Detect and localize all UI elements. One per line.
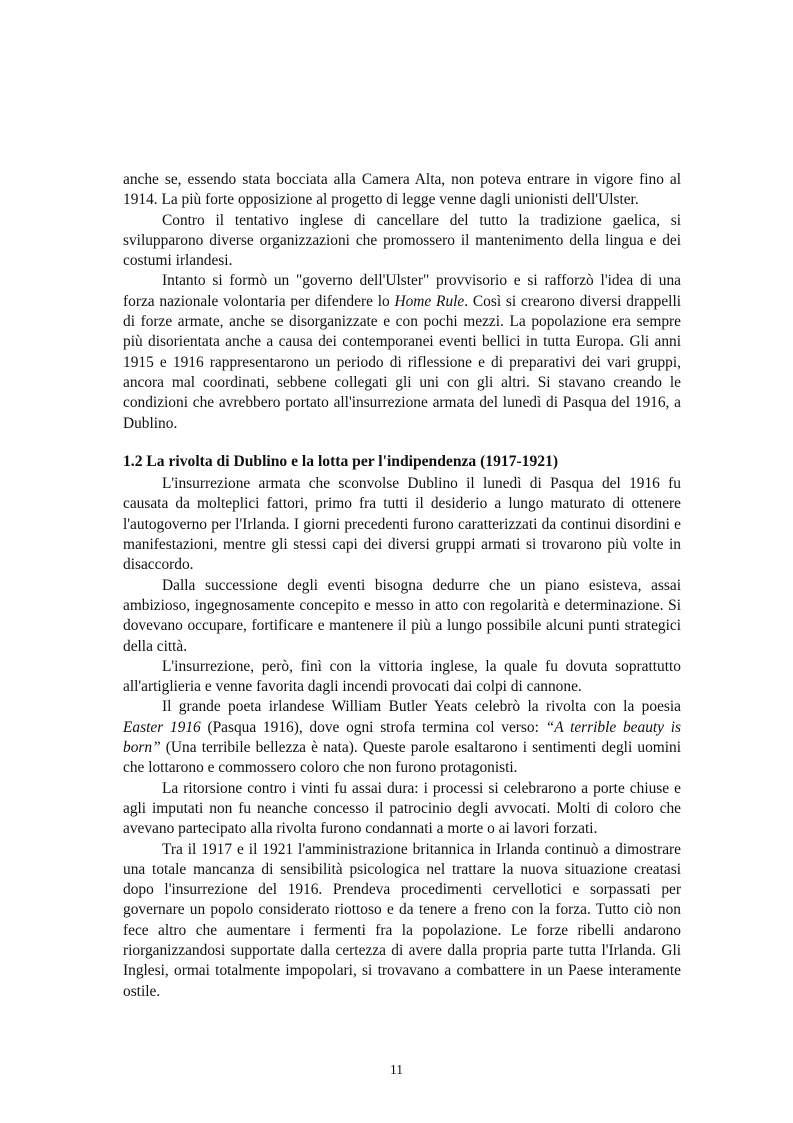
paragraph-british-administration: Tra il 1917 e il 1921 l'amministrazione britannica in Irlanda continuò a dimostrare una totale mancanza di sensibilità psicologica nel trattare la nuova situazione creatasi dopo l'insurrezione del 1916. Prendeva procedimenti cervellotici e sorpassati per governare un popolo considerato riottoso e da tenere a freno con la forza. Tutto ciò non fece altro che aumentare i fermenti fra la popolazione. Le forze ribelli andarono riorganizzandosi supportate dalla certezza di avere dalla propria parte tutta l'Irlanda. Gli Inglesi, ormai totalmente impopolari, si trovavano a combattere in un Paese interamente ostile. [123,840,681,1000]
italic-poem-verse: “A terrible beauty is born” [123,718,682,757]
paragraph-retaliation: La ritorsione contro i vinti fu assai dura: i processi si celebrarono a porte chiuse e agli imputati non fu neanche concesso il patrocinio degli avvocati. Molti di coloro che avevano partecipato alla rivolta furono condannati a morte o ai lavori forzati. [123,779,681,838]
section-heading: 1.2 La rivolta di Dublino e la lotta per l'indipendenza (1917-1921) [123,452,559,470]
paragraph-plan: Dalla successione degli eventi bisogna dedurre che un piano esisteva, assai ambizioso, ingegnosamente concepito e messo in atto con regolarità e determinazione. Si dovevano occupare, fortificare e mantenere il più a lungo possibile alcuni punti strategici della città. [123,576,681,655]
document-page [123,170,681,1002]
page-number: 11 [390,1062,403,1077]
paragraph-text-segment: Il grande poeta irlandese William Butler Yeats celebrò la rivolta con la poesia [162,698,681,716]
paragraph-text-segment: (Pasqua 1916), dove ogni strofa termina col verso: [200,718,546,736]
paragraph-continuation: anche se, essendo stata bocciata alla Camera Alta, non poteva entrare in vigore fino al 1914. La più forte opposizione al progetto di legge venne dagli unionisti dell'Ulster. [123,171,681,209]
italic-poem-title: Easter 1916 [123,718,201,736]
paragraph-text-segment: (Una terribile bellezza è nata). Queste parole esaltarono i sentimenti degli uomini che lottarono e commossero coloro che non furono protagonisti. [123,739,681,777]
paragraph-text-segment: . Così si crearono diversi drappelli di forze armate, anche se disorganizzate e con pochi mezzi. La popolazione era sempre più disorientata anche a causa dei contemporanei eventi bellici in tutta Europa. Gli anni 1915 e 1916 rappresentarono un periodo di riflessione e di preparativi dei vari gruppi, ancora mal coordinati, sebbene collegati gli uni con gli altri. Si stavano creando le condizioni che avrebbero portato all'insurrezione armata del lunedì di Pasqua del 1916, a Dublino. [123,292,681,432]
paragraph-text-segment: Intanto si formò un "governo dell'Ulster" provvisorio e si rafforzò l'idea di una forza nazionale volontaria per difendere lo [123,272,681,310]
italic-term-home-rule: Home Rule [394,292,465,310]
paragraph-yeats-poem [123,697,681,778]
paragraph-english-victory: L'insurrezione, però, finì con la vittoria inglese, la quale fu dovuta soprattutto all'artiglieria e venne favorita dagli incendi provocati dai colpi di cannone. [123,657,681,696]
paragraph-ulster-government [123,271,681,433]
paragraph-gaelic-organizations: Contro il tentativo inglese di cancellare del tutto la tradizione gaelica, si svilupparono diverse organizzazioni che promossero il mantenimento della lingua e dei costumi irlandesi. [123,211,681,270]
paragraph-insurrection-causes: L'insurrezione armata che sconvolse Dublino il lunedì di Pasqua del 1916 fu causata da molteplici fattori, primo fra tutti il desiderio a lungo maturato di ottenere l'autogoverno per l'Irlanda. I giorni precedenti furono caratterizzati da continui disordini e manifestazioni, mentre gli stessi capi dei diversi gruppi armati si trovarono più volte in disaccordo. [123,475,681,574]
